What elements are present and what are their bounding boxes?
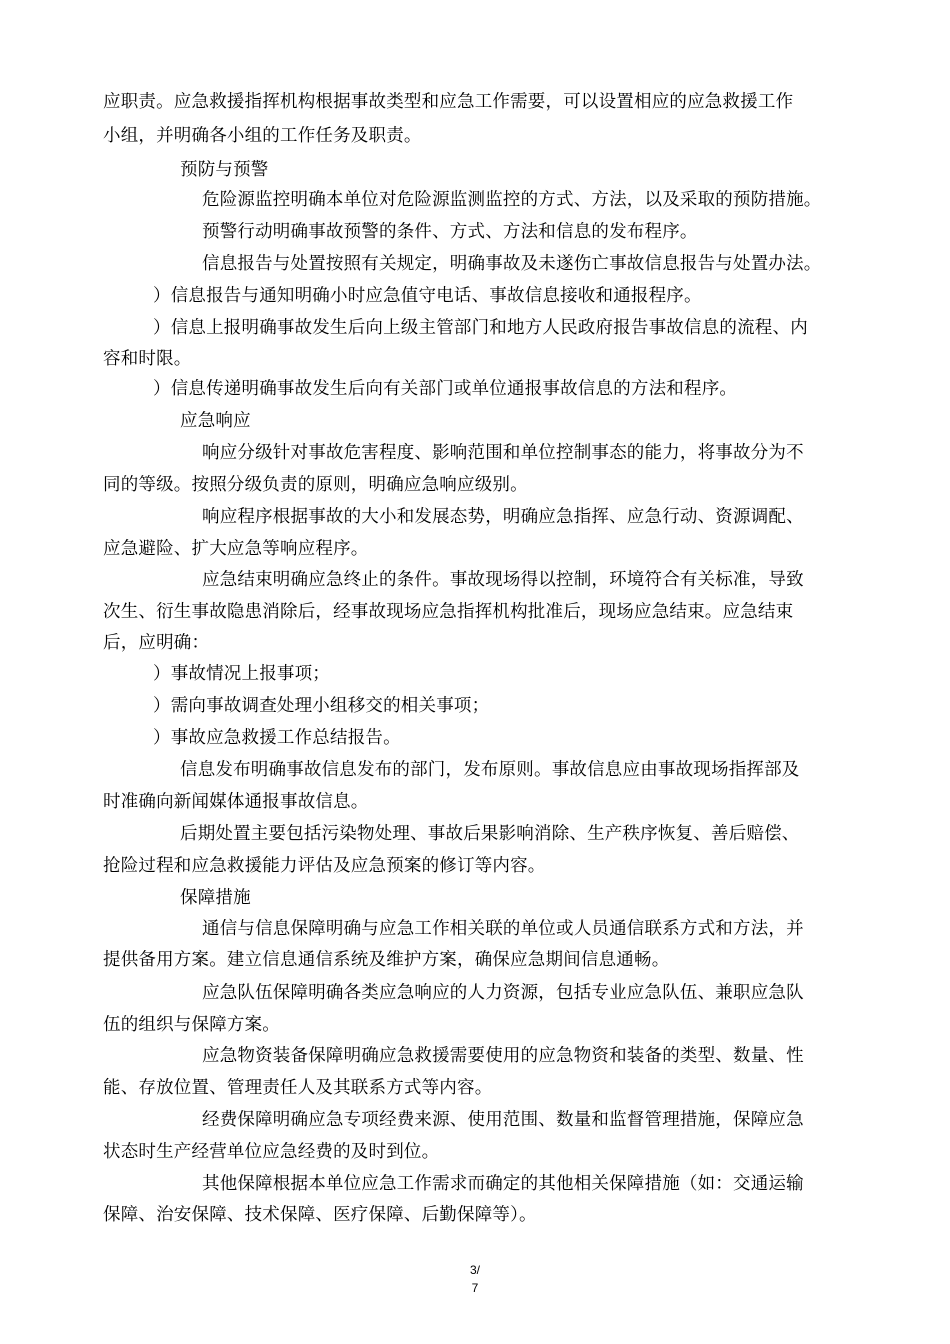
body-line: 能、存放位置、管理责任人及其联系方式等内容。 — [103, 1078, 493, 1098]
body-line: 应职责。应急救援指挥机构根据事故类型和应急工作需要，可以设置相应的应急救援工作 — [103, 92, 794, 112]
body-line: 信息发布明确事故信息发布的部门，发布原则。事故信息应由事故现场指挥部及 — [180, 760, 800, 780]
list-item: ）信息报告与通知明确小时应急值守电话、事故信息接收和通报程序。 — [153, 286, 702, 306]
body-line: 应急避险、扩大应急等响应程序。 — [103, 539, 369, 559]
section-heading: 预防与预警 — [180, 160, 269, 180]
body-line: 次生、衍生事故隐患消除后，经事故现场应急指挥机构批准后，现场应急结束。应急结束 — [103, 602, 794, 622]
body-line: 时准确向新闻媒体通报事故信息。 — [103, 792, 369, 812]
list-item: ）信息上报明确事故发生后向上级主管部门和地方人民政府报告事故信息的流程、内 — [153, 318, 808, 338]
page-number: 3/ — [469, 1263, 480, 1277]
body-line: 保障、治安保障、技术保障、医疗保障、后勤保障等）。 — [103, 1205, 537, 1225]
body-line: 通信与信息保障明确与应急工作相关联的单位或人员通信联系方式和方法，并 — [202, 919, 804, 939]
body-line: 其他保障根据本单位应急工作需求而确定的其他相关保障措施（如：交通运输 — [202, 1174, 804, 1194]
list-item: ）事故应急救援工作总结报告。 — [153, 728, 401, 748]
body-line: 应急队伍保障明确各类应急响应的人力资源，包括专业应急队伍、兼职应急队 — [202, 983, 804, 1003]
body-line: 应急物资装备保障明确应急救援需要使用的应急物资和装备的类型、数量、性 — [202, 1046, 804, 1066]
body-line: 小组，并明确各小组的工作任务及职责。 — [103, 126, 422, 146]
body-line: 响应分级针对事故危害程度、影响范围和单位控制事态的能力，将事故分为不 — [202, 443, 804, 463]
body-line: 抢险过程和应急救援能力评估及应急预案的修订等内容。 — [103, 856, 546, 876]
body-line: 预警行动明确事故预警的条件、方式、方法和信息的发布程序。 — [202, 222, 698, 242]
list-item: ）事故情况上报事项； — [153, 664, 330, 684]
section-heading: 应急响应 — [180, 411, 251, 431]
list-item: ）需向事故调查处理小组移交的相关事项； — [153, 696, 490, 716]
body-line: 容和时限。 — [103, 349, 192, 369]
body-line: 危险源监控明确本单位对危险源监测监控的方式、方法，以及采取的预防措施。 — [202, 190, 822, 210]
body-line: 提供备用方案。建立信息通信系统及维护方案，确保应急期间信息通畅。 — [103, 950, 670, 970]
body-line: 状态时生产经营单位应急经费的及时到位。 — [103, 1142, 440, 1162]
list-item: ）信息传递明确事故发生后向有关部门或单位通报事故信息的方法和程序。 — [153, 379, 738, 399]
body-line: 后期处置主要包括污染物处理、事故后果影响消除、生产秩序恢复、善后赔偿、 — [180, 824, 800, 844]
body-line: 后，应明确： — [103, 633, 210, 653]
page-total: 7 — [471, 1281, 479, 1295]
body-line: 响应程序根据事故的大小和发展态势，明确应急指挥、应急行动、资源调配、 — [202, 507, 804, 527]
section-heading: 保障措施 — [180, 888, 251, 908]
body-line: 应急结束明确应急终止的条件。事故现场得以控制，环境符合有关标准，导致 — [202, 570, 804, 590]
body-line: 经费保障明确应急专项经费来源、使用范围、数量和监督管理措施，保障应急 — [202, 1110, 804, 1130]
body-line: 信息报告与处置按照有关规定，明确事故及未遂伤亡事故信息报告与处置办法。 — [202, 254, 822, 274]
body-line: 同的等级。按照分级负责的原则，明确应急响应级别。 — [103, 475, 528, 495]
body-line: 伍的组织与保障方案。 — [103, 1015, 280, 1035]
